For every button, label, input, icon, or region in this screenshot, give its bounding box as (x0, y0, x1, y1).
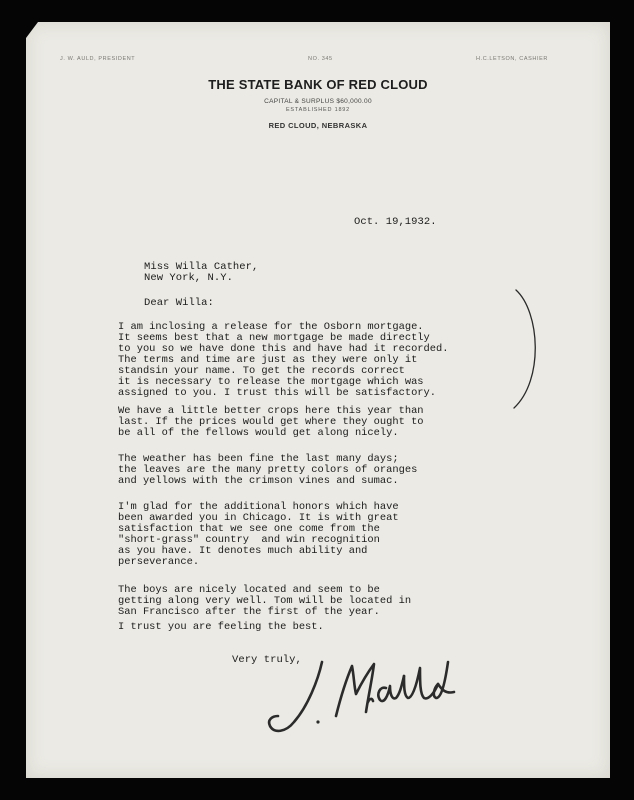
paragraph-line: been awarded you in Chicago. It is with great (118, 512, 399, 524)
paragraph-line: to you so we have done this and have had it recorded. (118, 343, 449, 355)
paragraph-line: getting along very well. Tom will be located in (118, 595, 412, 607)
letterhead-president: J. W. AULD, PRESIDENT (60, 56, 136, 62)
paragraph-line: The weather has been fine the last many days; (118, 453, 399, 465)
paragraph-line: the leaves are the many pretty colors of oranges (118, 464, 418, 476)
address-line: Miss Willa Cather, (144, 261, 259, 273)
paragraph-line: San Francisco after the first of the year. (118, 606, 380, 618)
paragraph-line: perseverance. (118, 556, 200, 568)
letter-sheet (26, 22, 610, 778)
paragraph-line: I'm glad for the additional honors which have (118, 501, 399, 513)
paragraph-line: last. If the prices would get where they ought to (118, 416, 424, 428)
folded-corner (26, 22, 38, 38)
body-paragraph (118, 585, 411, 618)
paragraph-line: as you have. It denotes much ability and (118, 545, 368, 557)
body-paragraph (118, 502, 399, 568)
body-paragraph (118, 406, 424, 439)
letter-date: Oct. 19,1932. (354, 216, 437, 228)
letterhead-bank-name: THE STATE BANK OF RED CLOUD (208, 77, 428, 92)
body-paragraph (118, 454, 417, 487)
paragraph-line: It seems best that a new mortgage be made directly (118, 332, 430, 344)
paragraph-line: assigned to you. I trust this will be satisfactory. (118, 387, 437, 399)
paragraph-line: standsin your name. To get the records correct (118, 365, 405, 377)
letterhead-capital: CAPITAL & SURPLUS $60,000.00 (264, 98, 372, 105)
paragraph-line: We have a little better crops here this year than (118, 405, 424, 417)
letterhead-established: ESTABLISHED 1892 (285, 107, 351, 113)
body-paragraph (118, 622, 324, 633)
address-line: New York, N.Y. (144, 272, 233, 284)
salutation: Dear Willa: (144, 297, 214, 309)
letterhead-cashier: H.C.LETSON, CASHIER (476, 56, 548, 62)
paragraph-line: be all of the fellows would get along nicely. (118, 427, 399, 439)
letterhead-number: NO. 345 (308, 56, 333, 62)
paragraph-line: I trust you are feeling the best. (118, 621, 324, 633)
handwritten-signature (264, 654, 464, 744)
paragraph-line: and yellows with the crimson vines and sumac. (118, 475, 399, 487)
paragraph-line: "short-grass" country and win recognition (118, 534, 380, 546)
paragraph-line: I am inclosing a release for the Osborn mortgage. (118, 321, 424, 333)
letterhead-city: RED CLOUD, NEBRASKA (268, 121, 368, 130)
paragraph-line: satisfaction that we see one come from the (118, 523, 380, 535)
paragraph-line: The boys are nicely located and seem to be (118, 584, 380, 596)
paragraph-line: The terms and time are just as they were only it (118, 354, 418, 366)
closing: Very truly, (232, 654, 302, 666)
margin-bracket-mark (510, 284, 550, 414)
body-paragraph (118, 322, 448, 399)
paragraph-line: it is necessary to release the mortgage which was (118, 376, 424, 388)
